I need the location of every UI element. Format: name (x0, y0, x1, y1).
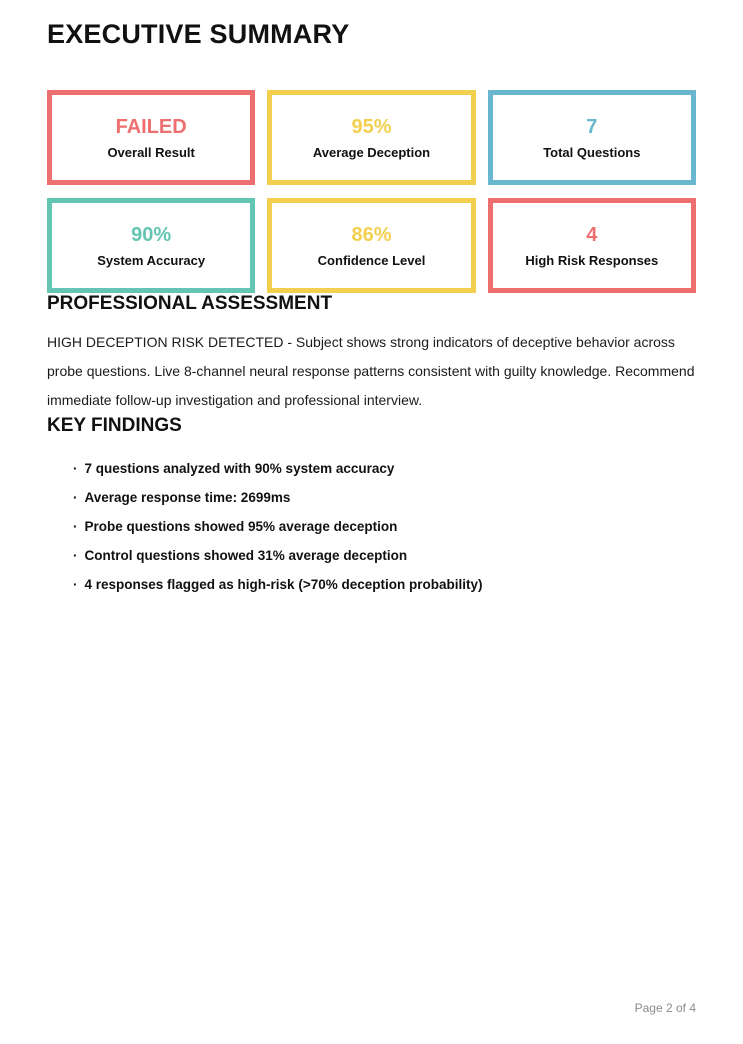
findings-list (47, 454, 696, 599)
finding-item (73, 570, 696, 599)
card-value: 95% (351, 115, 392, 138)
finding-text: 4 responses flagged as high-risk (>70% deception probability) (84, 577, 483, 592)
finding-item (73, 483, 696, 512)
finding-text: Control questions showed 31% average deception (84, 548, 408, 563)
card-label: Total Questions (543, 144, 641, 160)
card-label: High Risk Responses (525, 252, 659, 268)
assessment-body: HIGH DECEPTION RISK DETECTED - Subject shows strong indicators of deceptive behavior across probe questions. Live 8-channel neural response patterns consistent with guilty knowledge. Recommend immediate follow-up investigation and professional interview. (47, 334, 695, 408)
finding-text: 7 questions analyzed with 90% system accuracy (84, 461, 395, 476)
finding-item (73, 541, 696, 570)
bullet-marker: · (73, 548, 78, 563)
finding-text: Probe questions showed 95% average deception (84, 519, 398, 534)
bullet-marker: · (73, 577, 78, 592)
card-value: FAILED (115, 115, 187, 138)
summary-card-total-questions (488, 90, 696, 185)
card-label: Confidence Level (317, 252, 426, 268)
bullet-marker: · (73, 461, 78, 476)
summary-cards (47, 90, 696, 293)
card-value: 90% (131, 223, 172, 246)
card-label: Average Deception (312, 144, 431, 160)
page-number: Page 2 of 4 (634, 1001, 696, 1015)
summary-card-confidence-level (267, 198, 475, 293)
page-title: EXECUTIVE SUMMARY (47, 19, 350, 49)
bullet-marker: · (73, 490, 78, 505)
assessment-heading: PROFESSIONAL ASSESSMENT (47, 293, 333, 314)
card-value: 7 (586, 115, 598, 138)
card-value: 4 (586, 223, 598, 246)
findings-heading: KEY FINDINGS (47, 415, 182, 436)
finding-text: Average response time: 2699ms (84, 490, 291, 505)
bullet-marker: · (73, 519, 78, 534)
card-label: System Accuracy (97, 252, 206, 268)
finding-item (73, 512, 696, 541)
finding-item (73, 454, 696, 483)
summary-card-overall-result (47, 90, 255, 185)
summary-card-system-accuracy (47, 198, 255, 293)
card-label: Overall Result (107, 144, 195, 160)
summary-card-average-deception (267, 90, 475, 185)
summary-card-high-risk-responses (488, 198, 696, 293)
card-value: 86% (351, 223, 392, 246)
